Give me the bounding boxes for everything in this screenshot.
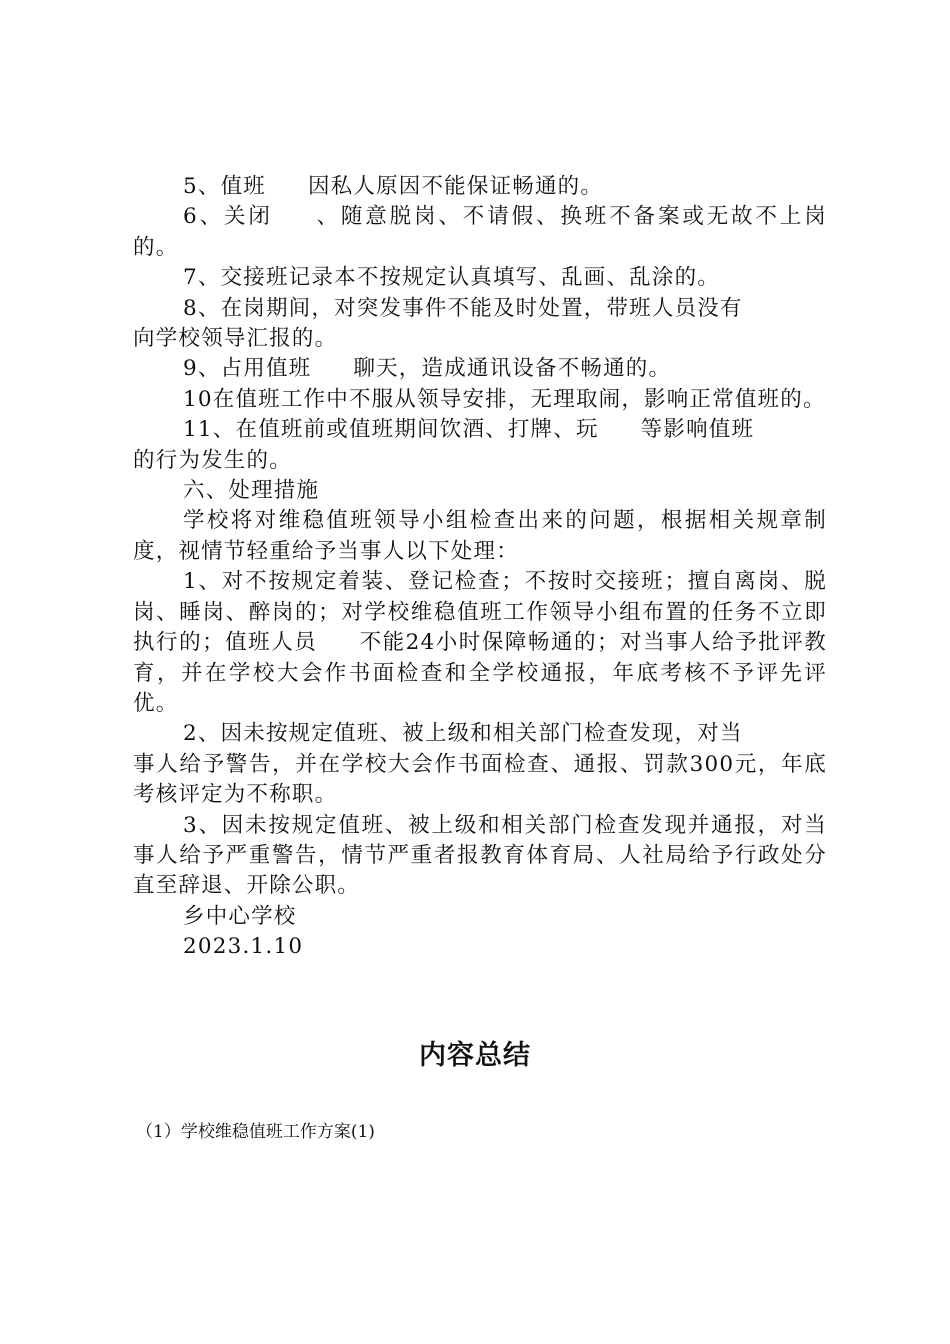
rule-item-6 bbox=[133, 202, 827, 263]
rule-item-11-line1 bbox=[133, 415, 827, 445]
rule-item-5 bbox=[133, 172, 827, 202]
rule-item-5-part1: 5、值班 bbox=[183, 174, 266, 199]
rule-item-7: 7、交接班记录本不按规定认真填写、乱画、乱涂的。 bbox=[183, 265, 720, 291]
measure-3: 3、因未按规定值班、被上级和相关部门检查发现并通报，对当事人给予严重警告，情节严重者报教育体育局、人社局给予行政处分直至辞退、开除公职。 bbox=[133, 812, 827, 899]
rule-item-5-part2: 因私人原因不能保证畅通的。 bbox=[307, 174, 604, 199]
rule-item-9 bbox=[133, 354, 827, 384]
document-body bbox=[133, 172, 827, 963]
rule-item-9-part1: 9、占用值班 bbox=[183, 356, 312, 382]
signature: 乡中心学校 bbox=[183, 903, 297, 929]
rule-item-6-part1: 6、关闭 bbox=[183, 204, 273, 230]
rule-item-11-line2: 的行为发生的。 bbox=[133, 447, 292, 473]
rule-item-8-line1: 8、在岗期间，对突发事件不能及时处置，带班人员没有 bbox=[183, 295, 743, 321]
rule-item-10: 10在值班工作中不服从领导安排，无理取闹，影响正常值班的。 bbox=[183, 386, 826, 412]
rule-item-9-part2: 聊天，造成通讯设备不畅通的。 bbox=[353, 356, 672, 382]
measure-1 bbox=[133, 567, 827, 719]
section-heading: 六、处理措施 bbox=[183, 478, 320, 504]
rule-item-11-part1: 11、在值班前或值班期间饮酒、打牌、玩 bbox=[183, 417, 599, 443]
summary-title: 内容总结 bbox=[419, 1040, 531, 1071]
measure-1-part2: 不能24小时保障畅通的；对当事人给予批评教育，并在学校大会作书面检查和全学校通报，年底考核不予评先评优。 bbox=[133, 630, 828, 716]
rule-item-11-part2: 等影响值班 bbox=[640, 417, 755, 443]
rule-item-8-line2: 向学校领导汇报的。 bbox=[133, 326, 338, 352]
measures-intro: 学校将对维稳值班领导小组检查出来的问题，根据相关规章制度，视情节轻重给予当事人以下处理： bbox=[133, 508, 827, 564]
rule-item-6-part2: 、随意脱岗、不请假、换班不备案或无故不上岗的。 bbox=[133, 204, 827, 260]
document-date: 2023.1.10 bbox=[183, 934, 304, 960]
summary-item: （1）学校维稳值班工作方案(1) bbox=[136, 1122, 375, 1142]
measure-2-rest: 事人给予警告，并在学校大会作书面检查、通报、罚款300元，年底考核评定为不称职。 bbox=[133, 751, 827, 808]
measure-1-part1: 1、对不按规定着装、登记检查；不按时交接班；擅自离岗、脱岗、睡岗、醉岗的；对学校维稳值班工作领导小组布置的任务不立即执行的；值班人员 bbox=[133, 569, 827, 656]
measure-2-line1: 2、因未按规定值班、被上级和相关部门检查发现，对当 bbox=[183, 721, 743, 747]
